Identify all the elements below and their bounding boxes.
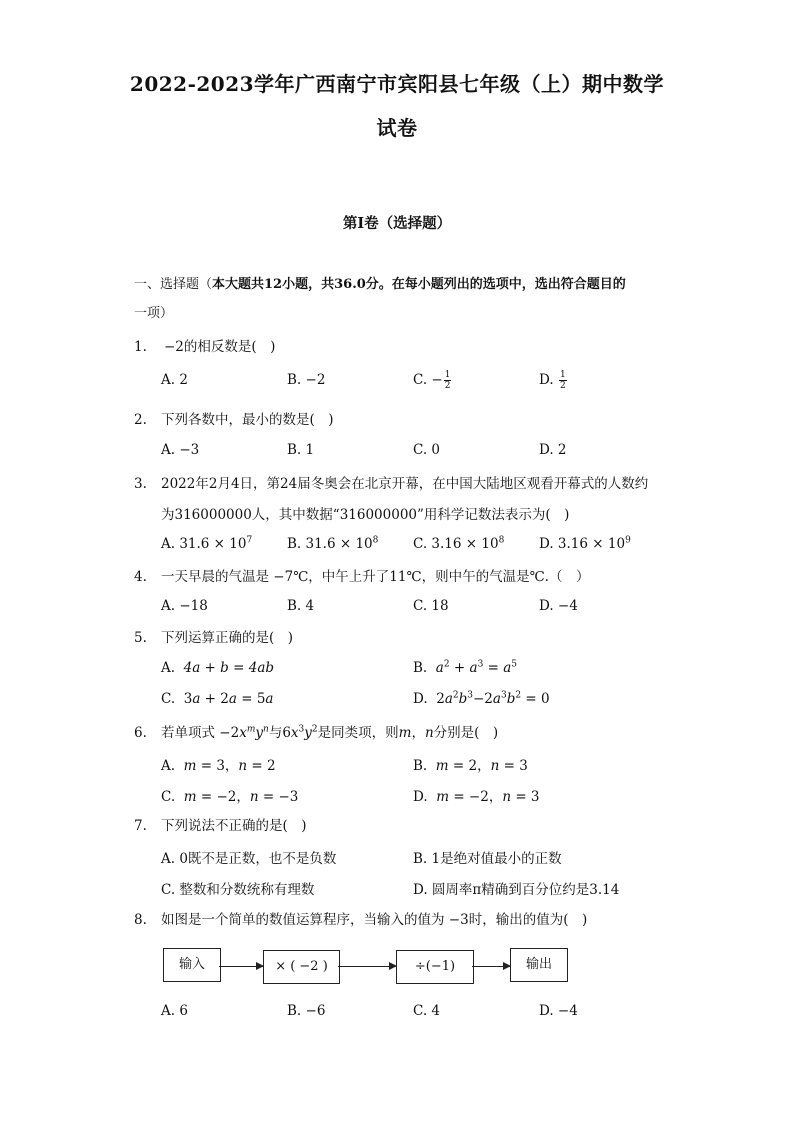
option-a[interactable]: A. $31.6 \times 10^7$ <box>161 535 253 552</box>
question-text-line2: 为316000000人，其中数据“316000000”用科学记数法表示为( ) <box>161 507 570 523</box>
intro-bold: 本大题共12小题，共36.0分。在每小题列出的选项中，选出符合题目的 <box>212 277 626 292</box>
section-title: 第Ⅰ卷（选择题） <box>342 215 452 232</box>
option-b[interactable]: B. −6 <box>287 1003 326 1019</box>
option-d[interactable]: D. −4 <box>539 1003 578 1019</box>
question-text: 若单项式 $-2x^my^n$与$6x^3y^2$是同类项，则m，n分别是( ) <box>161 724 499 741</box>
exam-title-line2: 试卷 <box>376 116 418 140</box>
question-text: 如图是一个简单的数值运算程序，当输入的值为 −3时，输出的值为( ) <box>161 912 588 928</box>
fraction: $\frac{1}{2}$ <box>444 370 451 391</box>
option-a[interactable]: A. m = 3，n = 2 <box>161 758 276 774</box>
question-text: 2022年2月4日，第24届冬奥会在北京开幕，在中国大陆地区观看开幕式的人数约 <box>161 476 649 492</box>
option-d[interactable]: D. 圆周率π精确到百分位约是3.14 <box>413 882 620 898</box>
question-text: −2的相反数是( ) <box>164 339 276 355</box>
option-b[interactable]: B. m = 2，n = 3 <box>413 758 528 774</box>
option-d[interactable]: D. m = −2，n = 3 <box>413 789 540 805</box>
option-b[interactable]: B. $a^2 + a^3 = a^5$ <box>413 659 517 676</box>
question-number: 4. <box>134 569 147 585</box>
question-number: 2. <box>134 412 147 428</box>
option-a[interactable]: A. −18 <box>161 598 208 614</box>
option-a[interactable]: A. −3 <box>161 442 200 458</box>
option-a[interactable]: A. 6 <box>161 1003 188 1019</box>
intro-line2: 一项） <box>134 306 174 321</box>
option-b[interactable]: B. −2 <box>287 372 326 388</box>
option-d[interactable]: D. $3.16 \times 10^9$ <box>539 535 631 552</box>
exam-title-line1: 2022-2023学年广西南宁市宾阳县七年级（上）期中数学 <box>129 72 665 96</box>
option-b[interactable]: B. 1 <box>287 442 315 458</box>
section-instructions <box>134 270 666 328</box>
option-c[interactable] <box>413 370 451 391</box>
question-number: 5. <box>134 630 147 646</box>
flow-output-box: 输出 <box>510 948 568 982</box>
question-number: 6. <box>134 725 147 741</box>
flow-arrow <box>472 966 510 967</box>
flow-arrow <box>219 966 263 967</box>
question-text: 一天早晨的气温是 −7℃，中午上升了11℃，则中午的气温是℃.（ ） <box>161 569 590 585</box>
option-c-label: C. − <box>413 372 443 388</box>
question-text: 下列运算正确的是( ) <box>161 630 294 646</box>
option-c[interactable]: C. 4 <box>413 1003 441 1019</box>
option-d-label: D. <box>539 372 558 388</box>
question-number: 8. <box>134 912 147 928</box>
option-c[interactable]: C. 18 <box>413 598 449 614</box>
option-a[interactable]: A. 4a + b = 4ab <box>161 660 275 676</box>
option-c[interactable]: C. 整数和分数统称有理数 <box>161 882 315 898</box>
flow-divide-box: ÷(−1) <box>396 950 474 984</box>
option-b[interactable]: B. $31.6 \times 10^8$ <box>287 535 379 552</box>
option-c[interactable]: C. 0 <box>413 442 441 458</box>
flow-multiply-box: × ( −2 ) <box>263 950 340 984</box>
intro-prefix: 一、选择题（ <box>134 277 213 292</box>
question-number: 7. <box>134 818 147 834</box>
option-d[interactable] <box>539 370 567 391</box>
flow-arrow <box>338 966 396 967</box>
option-d[interactable]: D. $2a^2b^3-2a^3b^2 = 0$ <box>413 690 550 707</box>
option-a[interactable]: A. 0既不是正数，也不是负数 <box>161 851 337 867</box>
flow-input-box: 输入 <box>163 948 221 982</box>
option-c[interactable]: C. m = −2，n = −3 <box>161 789 299 805</box>
question-text: 下列说法不正确的是( ) <box>161 818 307 834</box>
option-d[interactable]: D. −4 <box>539 598 578 614</box>
question-number: 3. <box>134 476 147 492</box>
fraction: $\frac{1}{2}$ <box>559 370 566 391</box>
option-d[interactable]: D. 2 <box>539 442 567 458</box>
option-b[interactable]: B. 4 <box>287 598 315 614</box>
question-text: 下列各数中，最小的数是( ) <box>161 412 334 428</box>
option-b[interactable]: B. 1是绝对值最小的正数 <box>413 851 562 867</box>
option-a[interactable]: A. 2 <box>161 372 188 388</box>
option-c[interactable]: C. 3a + 2a = 5a <box>161 691 274 707</box>
option-c[interactable]: C. $3.16 \times 10^8$ <box>413 535 505 552</box>
question-number: 1. <box>134 339 147 355</box>
